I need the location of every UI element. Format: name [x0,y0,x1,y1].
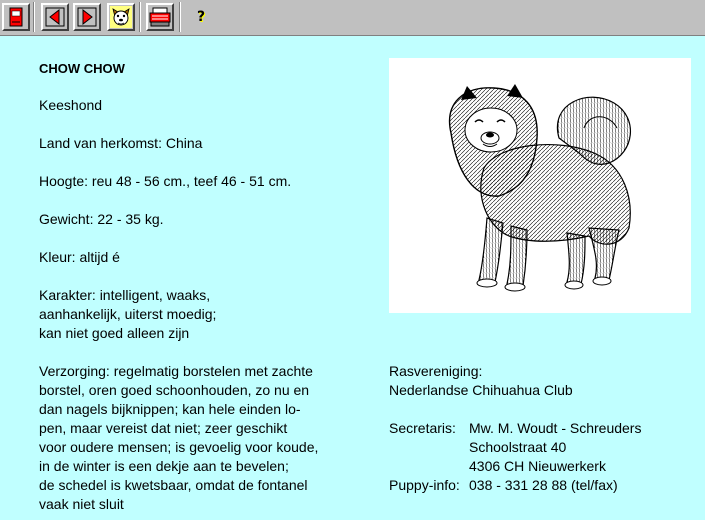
address-city: 4306 CH Nieuwerkerk [469,458,606,474]
care-line: in de winter is een dekje aan te bevelen; [39,458,289,474]
care-line: dan nagels bijknippen; kan hele einden lo- [39,401,301,417]
breed-illustration [389,58,691,313]
secretary-name: Mw. M. Woudt - Schreuders [469,420,642,436]
next-arrow-icon [77,7,97,27]
breed-weight: Gewicht: 22 - 35 kg. [39,211,164,227]
character-line: aanhankelijk, uiterst moedig; [39,306,217,322]
toolbar-separator [33,2,35,32]
address-city-row [389,457,689,476]
breed-overview-button[interactable] [107,3,135,31]
club-name: Nederlandse Chihuahua Club [389,382,573,398]
care-line: de schedel is kwetsbaar, omdat de fontanel [39,477,308,493]
address-street-row [389,438,689,457]
club-label: Rasvereniging: [389,363,483,379]
chow-chow-drawing [389,58,691,313]
toolbar-separator [179,2,181,32]
care-line: pen, maar vereist dat niet; zeer geschikt [39,420,288,436]
book-icon [8,7,24,27]
toolbar-separator [139,2,141,32]
care-line: Verzorging: regelmatig borstelen met zachte [39,363,313,379]
toolbar [0,0,705,36]
next-button[interactable] [73,3,101,31]
puppy-info-value: 038 - 331 28 88 (tel/fax) [469,477,618,493]
book-button[interactable] [2,3,30,31]
care-line: voor oudere mensen; is gevoelig voor koude, [39,439,319,455]
club-contact [389,419,689,495]
breed-character [39,286,216,343]
print-button[interactable] [146,3,174,31]
breed-group: Keeshond [39,97,103,113]
help-button[interactable] [187,3,215,31]
care-line: borstel, oren goed schoonhouden, zo nu en [39,382,310,398]
address-street: Schoolstraat 40 [469,439,567,455]
secretary-label: Secretaris: [389,420,456,436]
printer-icon [149,7,171,27]
puppy-info-label: Puppy-info: [389,477,460,493]
breed-color: Kleur: altijd é [39,249,120,265]
breed-care [39,362,318,514]
breed-info-page [0,36,705,520]
previous-button[interactable] [41,3,69,31]
breed-club [389,362,573,400]
breed-height: Hoogte: reu 48 - 56 cm., teef 46 - 51 cm. [39,173,292,189]
secretary-row [389,419,689,438]
breed-title: CHOW CHOW [39,61,125,76]
character-line: Karakter: intelligent, waaks, [39,287,211,303]
character-line: kan niet goed alleen zijn [39,325,190,341]
dog-face-icon [110,6,132,28]
help-icon: ? [196,9,206,25]
puppy-info-row [389,476,689,495]
breed-origin: Land van herkomst: China [39,135,203,151]
care-line: vaak niet sluit [39,496,124,512]
previous-arrow-icon [45,7,65,27]
